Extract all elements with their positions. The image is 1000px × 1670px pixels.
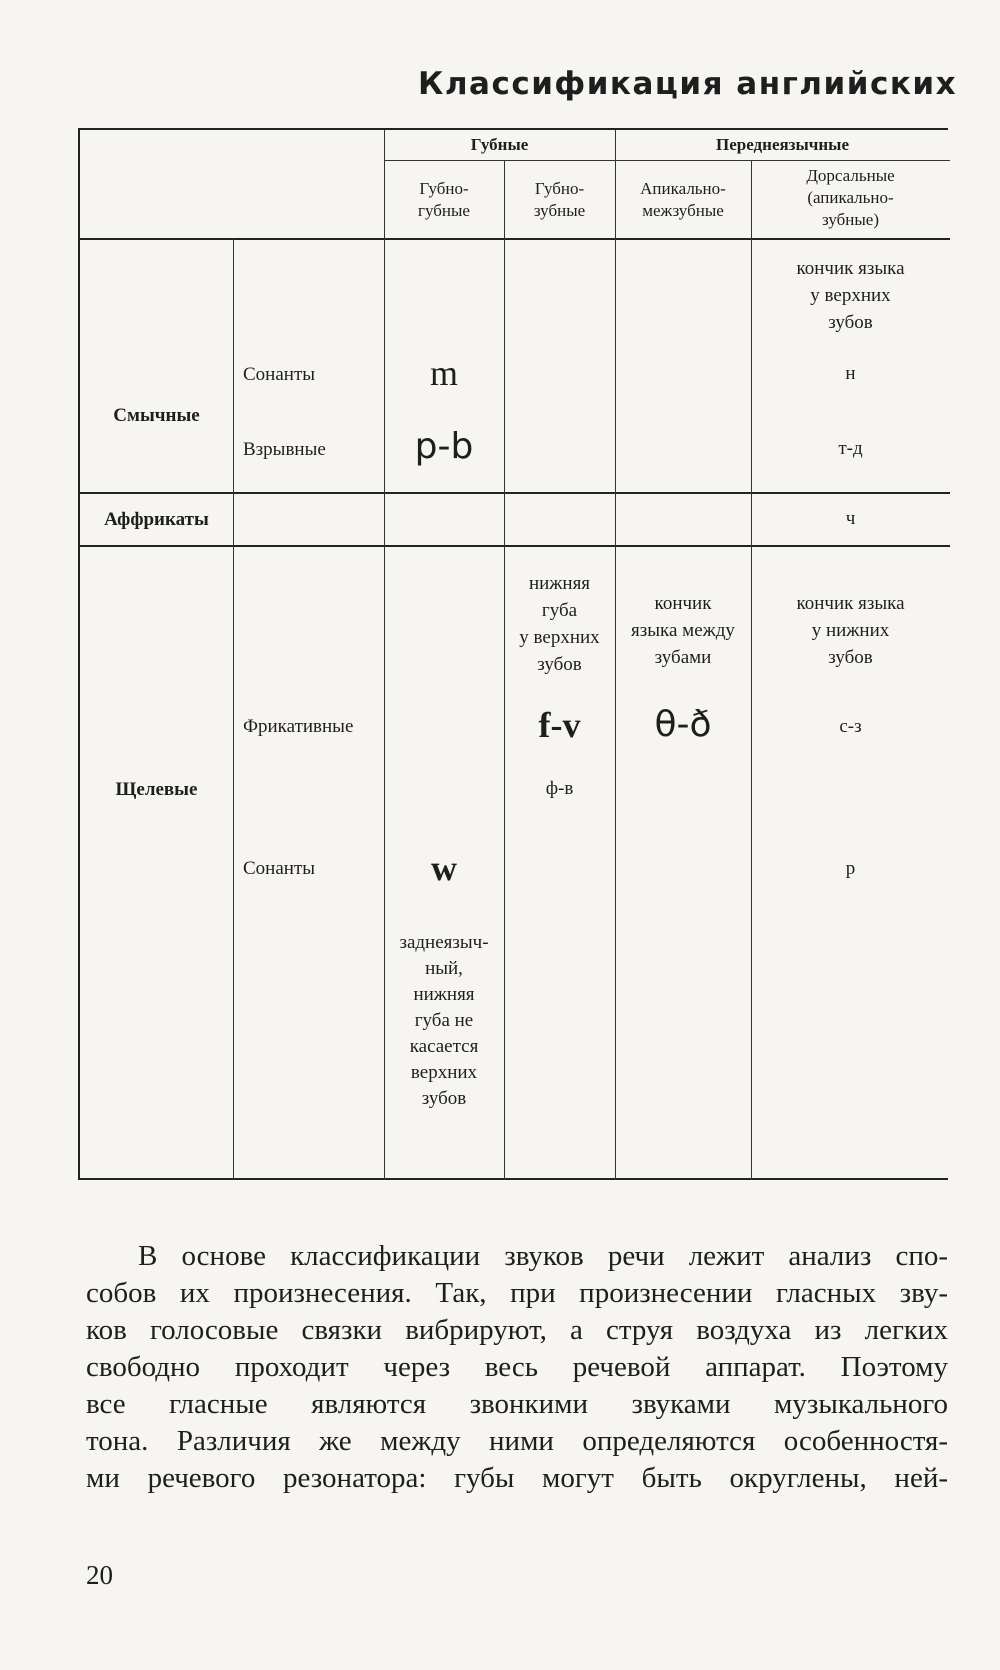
- row-label-plosives: Взрывные: [243, 439, 326, 460]
- symbol-f-v-ru: ф-в: [545, 778, 574, 799]
- page-number: 20: [86, 1560, 113, 1590]
- symbol-n-ru: н: [845, 363, 856, 384]
- paragraph-line: собов их произнесения. Так, при произнесении гласных зву-: [86, 1277, 948, 1309]
- symbol-m: m: [429, 353, 458, 393]
- header-interdental: Апикально- межзубные: [640, 179, 726, 220]
- row-label-fricative-sonants: Сонанты: [243, 858, 316, 879]
- row-label-stop-sonants: Сонанты: [243, 364, 316, 385]
- symbol-t-d-ru: т-д: [838, 438, 863, 459]
- header-labial: Губные: [470, 135, 529, 154]
- symbol-s-z-ru: с-з: [839, 716, 862, 737]
- row-label-stops: Смычные: [113, 405, 200, 426]
- symbol-theta-eth: θ-ð: [654, 704, 712, 745]
- body-paragraph: [86, 1238, 948, 1497]
- paragraph-line: В основе классификации звуков речи лежит анализ спо-: [138, 1240, 948, 1272]
- page-title: Классификация английских: [418, 66, 958, 102]
- row-label-fricatives: Фрикативные: [243, 716, 354, 737]
- symbol-p-b: p-b: [414, 426, 474, 467]
- symbol-r-ru: р: [845, 858, 856, 879]
- fricatives-dorsal-note: кончик языка у нижних зубов: [796, 593, 905, 668]
- stops-dorsal-note: кончик языка у верхних зубов: [796, 258, 905, 333]
- labiodental-note: нижняя губа у верхних зубов: [519, 573, 600, 675]
- paragraph-line: все гласные являются звонкими звуками музыкального: [86, 1388, 948, 1420]
- header-labiodental: Губно- зубные: [533, 179, 586, 220]
- header-dorsal: Дорсальные (апикально- зубные): [806, 166, 895, 229]
- header-frontlingual: Переднеязычные: [716, 135, 849, 154]
- symbol-w: w: [431, 848, 457, 888]
- paragraph-line: ков голосовые связки вибрируют, а струя воздуха из легких: [86, 1314, 948, 1346]
- symbol-ch-ru: ч: [845, 508, 856, 529]
- header-bilabial: Губно- губные: [418, 179, 470, 220]
- paragraph-line: ми речевого резонатора: губы могут быть округлены, ней-: [86, 1462, 948, 1494]
- paragraph-line: тона. Различия же между ними определяются особенностя-: [86, 1425, 948, 1457]
- symbol-f-v: f-v: [538, 705, 581, 745]
- consonant-classification-table: [78, 128, 948, 1180]
- interdental-note: кончик языка между зубами: [631, 593, 735, 668]
- row-label-affricates: Аффрикаты: [104, 509, 209, 530]
- bilabial-sonant-note: заднеязыч- ный, нижняя губа не касается верхних зубов: [399, 932, 489, 1109]
- row-label-fricatives-group: Щелевые: [115, 779, 198, 800]
- paragraph-line: свободно проходит через весь речевой аппарат. Поэтому: [86, 1351, 948, 1383]
